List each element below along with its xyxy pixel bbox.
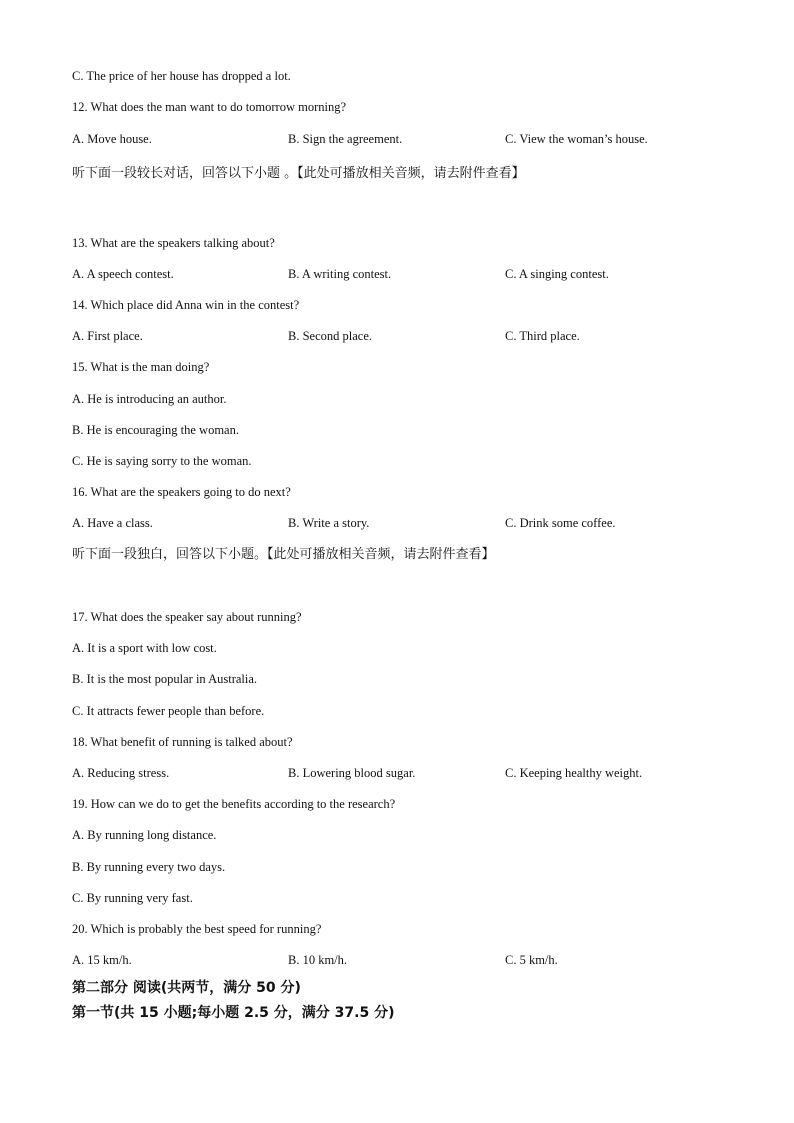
q16-options [0,515,794,531]
q19-stem: 19. How can we do to get the benefits according to the research? [72,797,396,811]
q18-option-c: C. Keeping healthy weight. [505,766,643,780]
q16-option-a: A. Have a class. [72,516,153,530]
q20-option-b: B. 10 km/h. [288,953,348,967]
q12-option-a: A. Move house. [72,132,152,146]
q14-option-c: C. Third place. [505,329,580,343]
part2-section1-heading: 第一节(共 15 小题;每小题 2.5 分，满分 37.5 分) [72,1005,395,1021]
q17-stem: 17. What does the speaker say about running? [72,610,302,624]
q17-option-c: C. It attracts fewer people than before. [72,704,265,718]
q13-option-b: B. A writing contest. [288,267,392,281]
q14-option-b: B. Second place. [288,329,373,343]
q18-stem: 18. What benefit of running is talked about? [72,735,293,749]
q15-option-c: C. He is saying sorry to the woman. [72,454,252,468]
q18-option-b: B. Lowering blood sugar. [288,766,416,780]
q15-option-b: B. He is encouraging the woman. [72,423,239,437]
q11-option-c: C. The price of her house has dropped a lot. [72,69,291,83]
q13-option-a: A. A speech contest. [72,267,174,281]
q16-stem: 16. What are the speakers going to do next? [72,485,291,499]
q20-options [0,952,794,968]
q15-stem: 15. What is the man doing? [72,360,210,374]
q12-option-b: B. Sign the agreement. [288,132,403,146]
q19-option-a: A. By running long distance. [72,828,217,842]
q19-option-c: C. By running very fast. [72,891,193,905]
q14-option-a: A. First place. [72,329,143,343]
q12-stem: 12. What does the man want to do tomorrow morning? [72,100,347,114]
q20-stem: 20. Which is probably the best speed for running? [72,922,322,936]
q16-option-b: B. Write a story. [288,516,370,530]
q20-option-c: C. 5 km/h. [505,953,558,967]
q14-stem: 14. Which place did Anna win in the contest? [72,298,300,312]
q18-option-a: A. Reducing stress. [72,766,170,780]
q19-option-b: B. By running every two days. [72,860,226,874]
q20-option-a: A. 15 km/h. [72,953,132,967]
q12-options [0,131,794,147]
q17-option-a: A. It is a sport with low cost. [72,641,217,655]
q13-option-c: C. A singing contest. [505,267,609,281]
q13-stem: 13. What are the speakers talking about? [72,236,275,250]
q16-option-c: C. Drink some coffee. [505,516,616,530]
q18-options [0,765,794,781]
q12-option-c: C. View the woman’s house. [505,132,648,146]
q13-options [0,266,794,282]
q17-option-b: B. It is the most popular in Australia. [72,672,258,686]
q15-option-a: A. He is introducing an author. [72,392,227,406]
listening-instruction-dialogue: 听下面一段较长对话，回答以下小题 。【此处可播放相关音频，请去附件查看】 [72,166,525,181]
q14-options [0,328,794,344]
part2-heading: 第二部分 阅读(共两节，满分 50 分) [72,980,301,996]
listening-instruction-monologue: 听下面一段独白，回答以下小题。【此处可播放相关音频，请去附件查看】 [72,547,495,562]
